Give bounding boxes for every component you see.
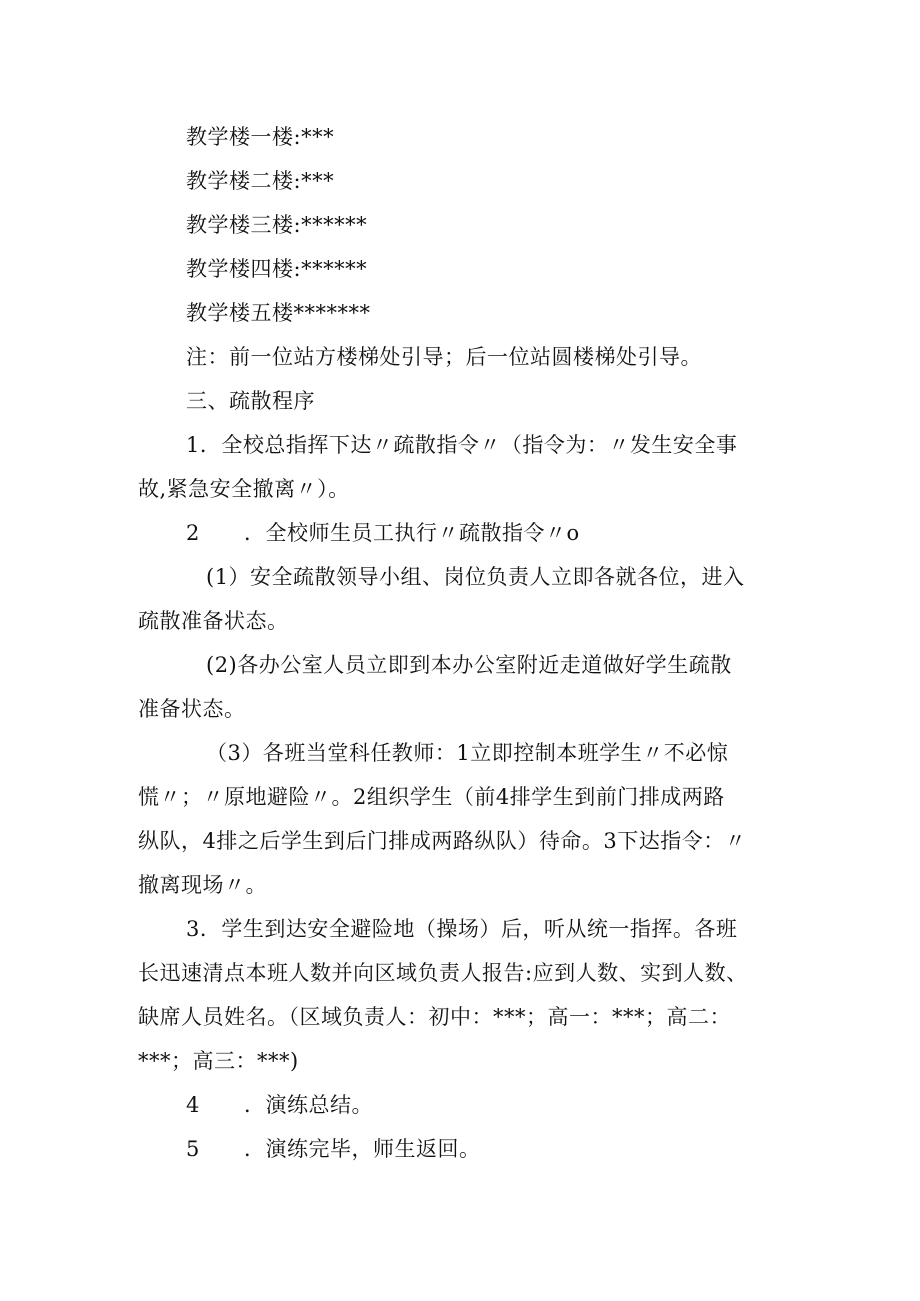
step2-sub3-line3: 纵队，4排之后学生到后门排成两路纵队）待命。3下达指令：〃: [138, 829, 747, 853]
staff-floor-2: 教学楼二楼:***: [186, 169, 335, 193]
step5-number: 5: [186, 1137, 200, 1161]
section-heading: 三、疏散程序: [186, 389, 315, 413]
staff-floor-1: 教学楼一楼:***: [186, 125, 335, 149]
step2-sub3-line1: （3）各班当堂科任教师：1立即控制本班学生〃不必惊: [206, 741, 729, 765]
note-line: 注：前一位站方楼梯处引导；后一位站圆楼梯处引导。: [186, 345, 702, 369]
step2-sub1-line2: 疏散准备状态。: [138, 609, 289, 633]
step2-sub3-line4: 撤离现场〃。: [138, 873, 267, 897]
step2-sub2-line2: 准备状态。: [138, 697, 246, 721]
step3-line2: 长迅速清点本班人数并向区域负责人报告:应到人数、实到人数、: [138, 961, 748, 985]
step5-line: [186, 1135, 481, 1163]
step4-line: [186, 1091, 373, 1119]
step3-line4: ***；高三：***): [138, 1049, 299, 1073]
step3-line3: 缺席人员姓名。（区域负责人：初中：***；高一：***；高二：: [138, 1005, 731, 1029]
step2-text: ．全校师生员工执行〃疏散指令〃o: [244, 521, 580, 545]
step2-sub1-line1: (1）安全疏散领导小组、岗位负责人立即各就各位，进入: [206, 565, 745, 589]
step2-sub3-line2: 慌〃；〃原地避险〃。2组织学生（前4排学生到前门排成两路: [138, 785, 725, 809]
staff-floor-4: 教学楼四楼:******: [186, 257, 368, 281]
step1-line1: 1．全校总指挥下达〃疏散指令〃（指令为：〃发生安全事: [186, 433, 738, 457]
step4-text: ．演练总结。: [244, 1093, 373, 1117]
step3-line1: 3．学生到达安全避险地（操场）后，听从统一指挥。各班: [186, 917, 738, 941]
step2-sub2-line1: (2)各办公室人员立即到本办公室附近走道做好学生疏散: [206, 653, 732, 677]
step1-line2: 故,紧急安全撤离〃）。: [138, 477, 350, 501]
staff-floor-3: 教学楼三楼:******: [186, 213, 368, 237]
step4-number: 4: [186, 1093, 200, 1117]
step2-number: 2: [186, 521, 200, 545]
step5-text: ．演练完毕，师生返回。: [244, 1137, 481, 1161]
step2-line: [186, 519, 580, 547]
staff-floor-5: 教学楼五楼*******: [186, 301, 371, 325]
